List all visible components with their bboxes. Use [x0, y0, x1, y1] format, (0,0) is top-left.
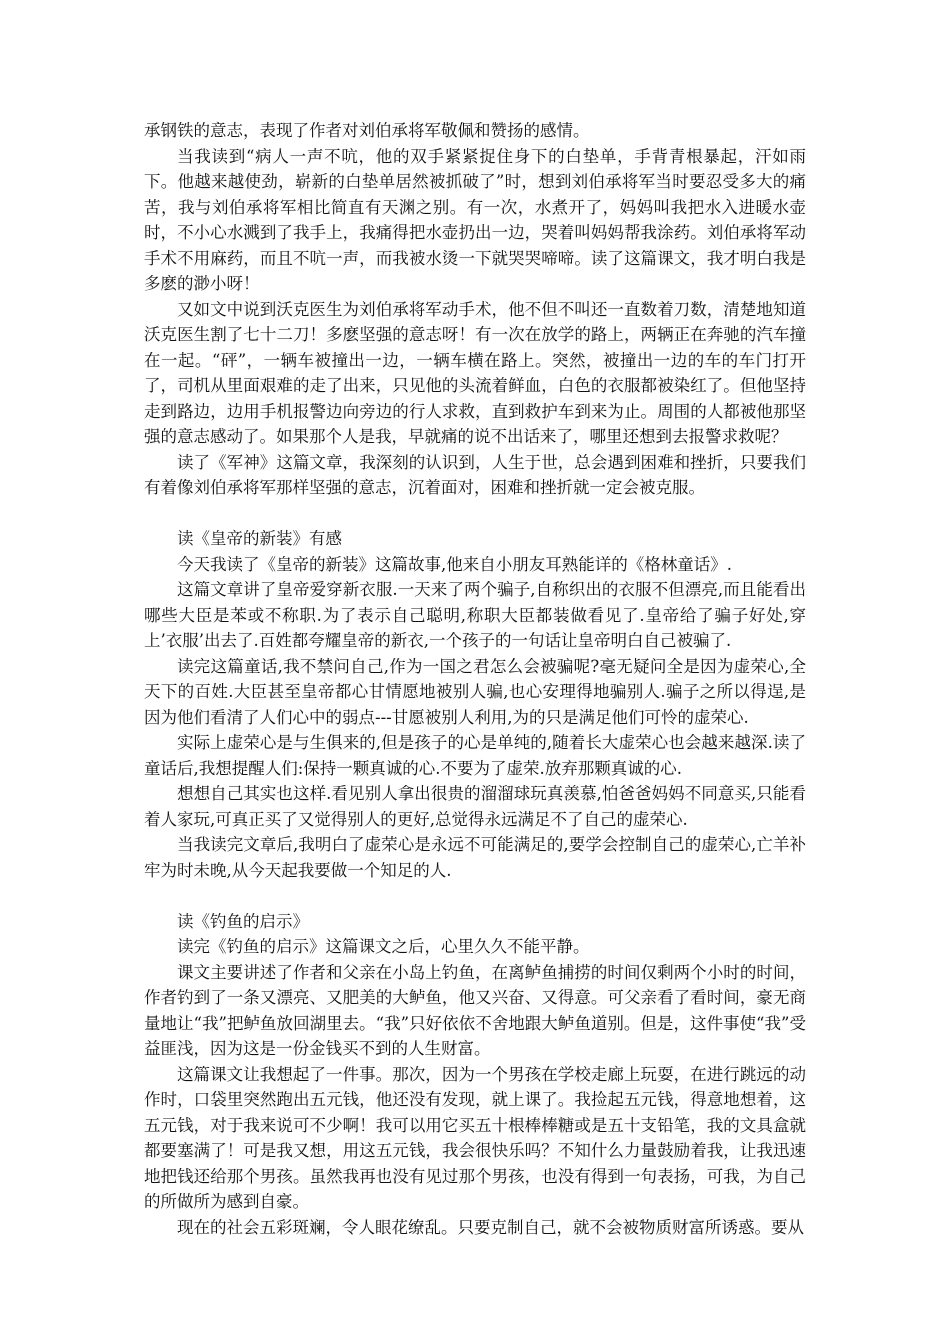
document-page	[144, 118, 806, 1240]
essay-title: 读《钓鱼的启示》	[177, 911, 309, 931]
paragraph: 现在的社会五彩斑斓，令人眼花缭乱。只要克制自己，就不会被物质财富所诱惑。要从	[177, 1217, 804, 1237]
spacer	[144, 883, 806, 909]
paragraph: 这篇课文让我想起了一件事。那次，因为一个男孩在学校走廊上玩耍，在进行跳远的动作时，口袋里突然跑出五元钱，他还没有发现，就上课了。我捡起五元钱，得意地想着，这五元钱，对于我来说可不少啊！我可以用它买五十根棒棒糖或是五十支铅笔，我的文具盒就都要塞满了！可是我又想，用这五元钱，我会很快乐吗？不知什么力量鼓励着我，让我迅速地把钱还给那个男孩。虽然我再也没有见过那个男孩，也没有得到一句表扬，可我，为自己的所做所为感到自豪。	[144, 1064, 806, 1211]
paragraph: 读了《军神》这篇文章，我深刻的认识到，人生于世，总会遇到困难和挫折，只要我们有着像刘伯承将军那样坚强的意志，沉着面对，困难和挫折就一定会被克服。	[144, 452, 806, 497]
paragraph: 读完《钓鱼的启示》这篇课文之后，心里久久不能平静。	[177, 937, 590, 956]
paragraph: 读完这篇童话,我不禁问自己,作为一国之君怎么会被骗呢?毫无疑问全是因为虚荣心,全天下的百姓.大臣甚至皇帝都心甘情愿地被别人骗,也心安理得地骗别人.骗子之所以得逞,是因为他们看清了人们心中的弱点---甘愿被别人利用,为的只是满足他们可怜的虚荣心.	[144, 656, 806, 727]
paragraph: 实际上虚荣心是与生俱来的,但是孩子的心是单纯的,随着长大虚荣心也会越来越深.读了童话后,我想提醒人们:保持一颗真诚的心.不要为了虚荣.放弃那颗真诚的心.	[144, 733, 806, 778]
paragraph: 又如文中说到沃克医生为刘伯承将军动手术，他不但不叫还一直数着刀数，清楚地知道沃克医生割了七十二刀！多麽坚强的意志呀！有一次在放学的路上，两辆正在奔驰的汽车撞在一起。“砰”，一辆车被撞出一边，一辆车横在路上。突然，被撞出一边的车的车门打开了，司机从里面艰难的走了出来，只见他的头流着鲜血，白色的衣服都被染红了。但他坚持走到路边，边用手机报警边向旁边的行人求救，直到救护车到来为止。周围的人都被他那坚强的意志感动了。如果那个人是我，早就痛的说不出话来了，哪里还想到去报警求救呢？	[144, 299, 806, 446]
paragraph: 今天我读了《皇帝的新装》这篇故事,他来自小朋友耳熟能详的《格林童话》.	[177, 554, 732, 574]
spacer	[144, 501, 806, 527]
paragraph: 当我读到“病人一声不吭，他的双手紧紧捉住身下的白垫单，手背青根暴起，汗如雨下。他越来越使劲，崭新的白垫单居然被抓破了”时，想到刘伯承将军当时要忍受多大的痛苦，我与刘伯承将军相比简直有天渊之别。有一次，水煮开了，妈妈叫我把水入进暖水壶时，不小心水溅到了我手上，我痛得把水壶扔出一边，哭着叫妈妈帮我涂药。刘伯承将军动手术不用麻药，而且不吭一声，而我被水烫一下就哭哭啼啼。读了这篇课文，我才明白我是多麽的渺小呀！	[144, 146, 806, 293]
paragraph: 这篇文章讲了皇帝爱穿新衣服.一天来了两个骗子,自称织出的衣服不但漂亮,而且能看出哪些大臣是苯或不称职.为了表示自己聪明,称职大臣都装做看见了.皇帝给了骗子好处,穿上’衣服’出去了.百姓都夸耀皇帝的新衣,一个孩子的一句话让皇帝明白自己被骗了.	[144, 580, 806, 650]
paragraph: 当我读完文章后,我明白了虚荣心是永远不可能满足的,要学会控制自己的虚荣心,亡羊补牢为时未晚,从今天起我要做一个知足的人.	[144, 835, 806, 880]
paragraph: 课文主要讲述了作者和父亲在小岛上钓鱼，在离鲈鱼捕捞的时间仅剩两个小时的时间，作者钓到了一条又漂亮、又肥美的大鲈鱼，他又兴奋、又得意。可父亲看了看时间，豪无商量地让“我”把鲈鱼放回湖里去。“我”只好依依不舍地跟大鲈鱼道别。但是，这件事使“我”受益匪浅，因为这是一份金钱买不到的人生财富。	[144, 962, 806, 1058]
essay-title: 读《皇帝的新装》有感	[177, 529, 342, 548]
paragraph-continued: 承钢铁的意志，表现了作者对刘伯承将军敬佩和赞扬的感情。	[144, 121, 590, 140]
paragraph: 想想自己其实也这样.看见别人拿出很贵的溜溜球玩真羡慕,怕爸爸妈妈不同意买,只能看着人家玩,可真正买了又觉得别人的更好,总觉得永远满足不了自己的虚荣心.	[144, 784, 806, 829]
